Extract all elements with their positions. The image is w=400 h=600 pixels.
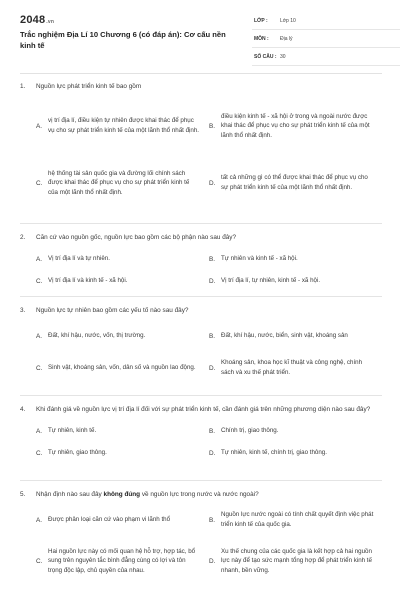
site-logo[interactable]	[20, 14, 54, 26]
answer-text: Khoáng sản, khoa học kĩ thuật và công nghệ, chính sách và xu thế phát triển.	[221, 359, 363, 376]
question-3	[20, 306, 382, 385]
answer-letter: D.	[209, 449, 216, 457]
question-2	[20, 233, 382, 292]
answer-letter: A.	[36, 332, 43, 340]
answer-letter: A.	[36, 516, 43, 524]
answer-text: vị trí địa lí, điều kiện tự nhiên được khai thác để phục vụ cho sự phát triển kinh tế của một lãnh thổ nhất định.	[48, 117, 200, 134]
answer-row	[36, 248, 382, 270]
answer-text: Nguồn lực nước ngoài có tính chất quyết định việc phát triển kinh tế của quốc gia.	[221, 511, 374, 528]
question-number: 2.	[20, 234, 26, 241]
question-5	[20, 490, 382, 587]
answer-option-a[interactable]	[36, 515, 209, 525]
meta-label: SỐ CÂU :	[254, 54, 277, 60]
answer-grid	[36, 97, 382, 211]
meta-row-subject	[252, 32, 400, 48]
answer-text: Chính trị, giao thông.	[221, 427, 279, 435]
meta-row-class	[252, 14, 400, 30]
answer-option-d[interactable]	[209, 276, 382, 286]
meta-row-count	[252, 50, 400, 66]
answer-row	[36, 535, 382, 587]
answer-text: Hai nguồn lực này có mối quan hệ hỗ trợ, hợp tác, bổ sung trên nguyên tắc bình đẳng cùng có lợi và tôn trọng độc lập, chủ quyền của nhau.	[48, 547, 196, 574]
answer-text: tất cả những gì có thể được khai thác để phục vụ cho sự phát triển kinh tế của một lãnh thổ nhất định.	[221, 174, 368, 191]
answer-option-c[interactable]	[36, 276, 209, 286]
answer-text: Tự nhiên, kinh tế.	[48, 427, 97, 435]
question-number: 3.	[20, 307, 26, 314]
answer-text: hệ thống tài sản quốc gia và đường lối chính sách được khai thác để phục vụ cho sự phát triển kinh tế của một lãnh thổ nhất định.	[48, 169, 190, 196]
answer-option-a[interactable]	[36, 254, 209, 264]
question-text	[20, 490, 382, 499]
answer-row	[36, 321, 382, 351]
answer-letter: A.	[36, 427, 43, 435]
answer-letter: C.	[36, 179, 43, 187]
question-stem-end: về nguồn lực trong nước và nước ngoài?	[140, 491, 259, 498]
question-emphasis: không đúng	[103, 491, 141, 498]
answer-letter: D.	[209, 179, 216, 187]
logo-suffix: .vn	[46, 19, 55, 25]
answer-text: Xu thế chung của các quốc gia là kết hợp cả hai nguồn lực này để tạo sức mạnh tổng hợp để phát triển kinh tế nhanh, bền vững.	[221, 547, 372, 574]
answer-row	[36, 155, 382, 211]
answer-row	[36, 97, 382, 155]
answer-row	[36, 270, 382, 292]
answer-letter: D.	[209, 364, 216, 372]
page-header	[20, 0, 382, 74]
question-number: 4.	[20, 406, 26, 413]
divider	[20, 480, 382, 481]
answer-option-b[interactable]	[209, 510, 382, 529]
answer-option-a[interactable]	[36, 331, 209, 341]
divider	[20, 395, 382, 396]
answer-row	[36, 505, 382, 535]
answer-text: điều kiện kinh tế - xã hội ở trong và ngoài nước được khai thác để phục vụ cho sự phát triển kinh tế của một lãnh thổ nhất định.	[221, 112, 370, 139]
answer-option-b[interactable]	[209, 331, 382, 341]
answer-option-c[interactable]	[36, 547, 209, 576]
meta-table	[252, 14, 400, 68]
meta-value: Địa lý	[280, 36, 293, 42]
answer-option-c[interactable]	[36, 363, 209, 373]
answer-text: Được phân loại căn cứ vào phạm vi lãnh thổ	[48, 516, 171, 524]
meta-value: 30	[280, 54, 286, 60]
meta-value: Lớp 10	[280, 18, 296, 24]
question-stem: Khi đánh giá về nguồn lực vị trí địa lí đối với sự phát triển kinh tế, cần đánh giá trên những phương diện nào sau đây?	[36, 406, 371, 413]
divider	[20, 223, 382, 224]
meta-label: MÔN :	[254, 36, 269, 42]
answer-option-a[interactable]	[36, 426, 209, 436]
question-stem: Căn cứ vào nguồn gốc, nguồn lực bao gồm các bộ phận nào sau đây?	[36, 234, 237, 241]
answer-letter: B.	[209, 255, 216, 263]
answer-text: Tự nhiên, giao thông.	[48, 449, 107, 457]
question-1	[20, 82, 382, 211]
answer-row	[36, 420, 382, 442]
answer-text: Tự nhiên, kinh tế, chính trị, giao thông.	[221, 449, 327, 457]
question-4	[20, 405, 382, 464]
question-text	[20, 233, 382, 242]
answer-option-d[interactable]	[209, 448, 382, 458]
divider	[20, 296, 382, 297]
page-title: Trắc nghiệm Địa Lí 10 Chương 6 (có đáp án): Cơ cấu nền kinh tế	[20, 30, 226, 50]
answer-grid	[36, 505, 382, 587]
answer-row	[36, 442, 382, 464]
answer-option-d[interactable]	[209, 173, 382, 192]
answer-letter: C.	[36, 277, 43, 285]
answer-grid	[36, 420, 382, 464]
question-text	[20, 405, 382, 414]
answer-option-b[interactable]	[209, 426, 382, 436]
answer-letter: C.	[36, 364, 43, 372]
answer-letter: B.	[209, 427, 216, 435]
answer-letter: B.	[209, 122, 216, 130]
question-stem: Nguồn lực phát triển kinh tế bao gồm	[36, 83, 142, 90]
answer-letter: A.	[36, 122, 43, 130]
meta-label: LỚP :	[254, 18, 268, 24]
answer-option-c[interactable]	[36, 169, 209, 198]
answer-option-d[interactable]	[209, 358, 382, 377]
answer-text: Vị trí địa lí và kinh tế - xã hội.	[48, 277, 128, 285]
question-text	[20, 306, 382, 315]
answer-option-c[interactable]	[36, 448, 209, 458]
answer-row	[36, 351, 382, 385]
answer-text: Đất, khí hậu, nước, vốn, thị trường.	[48, 332, 146, 340]
answer-text: Tự nhiên và kinh tế - xã hội.	[221, 255, 298, 263]
answer-grid	[36, 321, 382, 385]
answer-letter: A.	[36, 255, 43, 263]
answer-letter: D.	[209, 277, 216, 285]
answer-option-b[interactable]	[209, 254, 382, 264]
question-text	[20, 82, 382, 91]
answer-letter: C.	[36, 449, 43, 457]
answer-option-b[interactable]	[209, 112, 382, 141]
logo-text: 2048	[20, 14, 46, 26]
answer-letter: B.	[209, 332, 216, 340]
question-number: 5.	[20, 491, 26, 498]
answer-letter: B.	[209, 516, 216, 524]
answer-text: Vị trí địa lí và tự nhiên.	[48, 255, 110, 263]
question-stem: Nhận định nào sau đây	[36, 491, 104, 498]
answer-text: Đất, khí hậu, nước, biển, sinh vật, khoáng sản	[221, 332, 348, 340]
answer-text: Sinh vật, khoáng sản, vốn, dân số và nguồn lao động.	[48, 364, 196, 372]
answer-text: Vị trí địa lí, tự nhiên, kinh tế - xã hội.	[221, 277, 321, 285]
answer-option-a[interactable]	[36, 116, 209, 135]
answer-letter: C.	[36, 557, 43, 565]
answer-option-d[interactable]	[209, 547, 382, 576]
question-stem: Nguồn lực tự nhiên bao gồm các yếu tố nào sau đây?	[36, 307, 189, 314]
question-number: 1.	[20, 83, 26, 90]
answer-grid	[36, 248, 382, 292]
answer-letter: D.	[209, 557, 216, 565]
